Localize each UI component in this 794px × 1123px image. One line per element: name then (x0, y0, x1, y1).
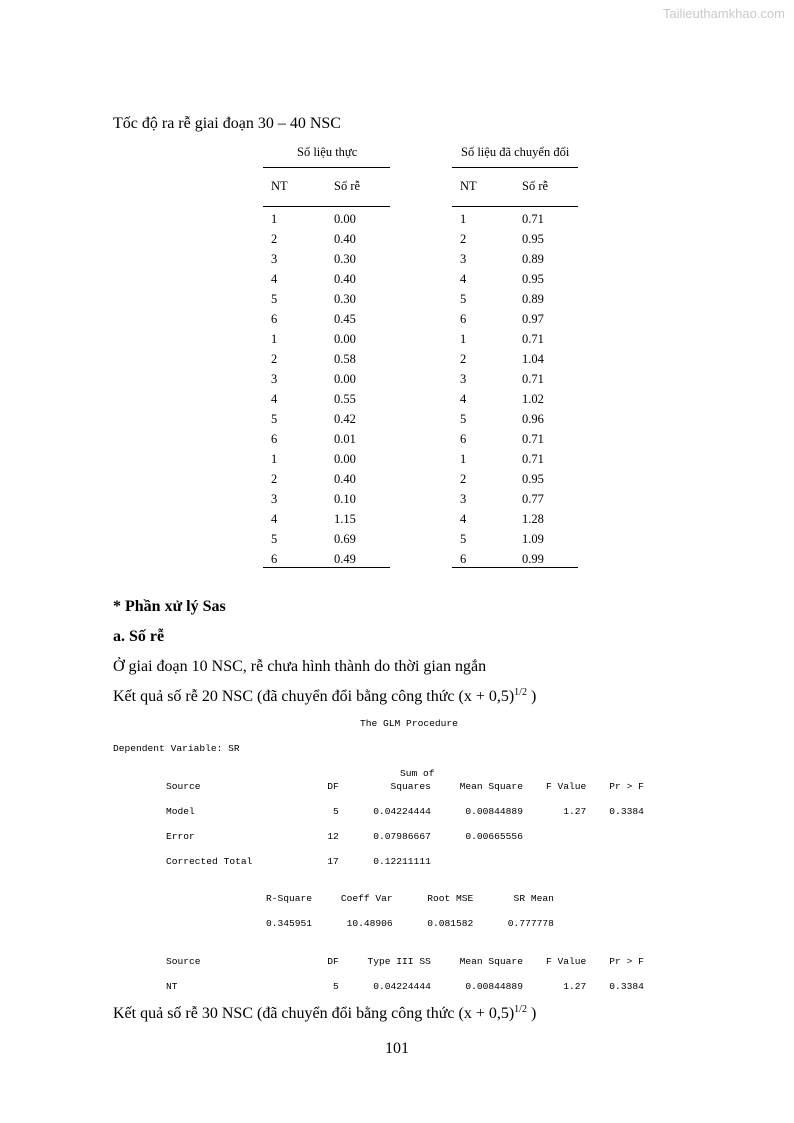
table-row (452, 372, 578, 392)
cell-nt: 6 (271, 432, 278, 446)
cell-so-re: 0.95 (522, 272, 544, 286)
table-row (263, 492, 389, 512)
cell-nt: 3 (460, 372, 467, 386)
table-row (263, 512, 389, 532)
superscript: 1/2 (514, 687, 527, 698)
sas-type3-header: Source DF Type III SS Mean Square F Value Pr > F (166, 956, 644, 967)
cell-so-re: 1.04 (522, 352, 544, 366)
cell-so-re: 0.99 (522, 552, 544, 566)
section-sas-title: * Phần xử lý Sas (113, 598, 226, 615)
cell-nt: 6 (271, 312, 278, 326)
cell-nt: 2 (460, 352, 467, 366)
table-rule (452, 567, 578, 568)
cell-nt: 6 (271, 552, 278, 566)
table-row (263, 452, 389, 472)
table-row (452, 232, 578, 252)
cell-so-re: 0.00 (334, 332, 356, 346)
cell-so-re: 0.58 (334, 352, 356, 366)
table-converted-data (452, 145, 580, 575)
cell-so-re: 0.30 (334, 252, 356, 266)
cell-nt: 5 (460, 532, 467, 546)
cell-so-re: 0.89 (522, 292, 544, 306)
table-row (452, 352, 578, 372)
paragraph-text: Kết quả số rễ 20 NSC (đã chuyển đổi bằng công thức (x + 0,5) (113, 688, 515, 705)
cell-so-re: 0.40 (334, 272, 356, 286)
cell-so-re: 0.71 (522, 452, 544, 466)
table-row (452, 272, 578, 292)
cell-nt: 6 (460, 432, 467, 446)
cell-nt: 1 (271, 452, 278, 466)
cell-so-re: 1.15 (334, 512, 356, 526)
sas-row-error: Error 12 0.07986667 0.00665556 (166, 831, 523, 842)
table-row (452, 552, 578, 572)
cell-nt: 4 (271, 392, 278, 406)
watermark: Tailieuthamkhao.com (662, 6, 785, 21)
paragraph: Ở giai đoạn 10 NSC, rễ chưa hình thành do thời gian ngắn (113, 658, 487, 675)
cell-so-re: 0.49 (334, 552, 356, 566)
table-row (263, 232, 389, 252)
cell-nt: 2 (271, 472, 278, 486)
table-row (263, 292, 389, 312)
cell-nt: 1 (271, 332, 278, 346)
table-row (263, 312, 389, 332)
cell-so-re: 0.69 (334, 532, 356, 546)
table-row (263, 392, 389, 412)
cell-so-re: 0.01 (334, 432, 356, 446)
sas-header-sum-of: Sum of (400, 768, 435, 779)
cell-nt: 6 (460, 552, 467, 566)
cell-nt: 1 (460, 452, 467, 466)
page-number: 101 (385, 1040, 409, 1057)
section-heading: Tốc độ ra rễ giai đoạn 30 – 40 NSC (113, 115, 341, 132)
table-row (452, 532, 578, 552)
cell-nt: 4 (460, 512, 467, 526)
cell-so-re: 0.96 (522, 412, 544, 426)
column-header-nt: NT (271, 179, 288, 193)
cell-so-re: 0.10 (334, 492, 356, 506)
cell-so-re: 0.97 (522, 312, 544, 326)
table-row (263, 432, 389, 452)
cell-so-re: 0.89 (522, 252, 544, 266)
sas-fit-values: 0.345951 10.48906 0.081582 0.777778 (266, 918, 554, 929)
table-caption: Số liệu đã chuyển đổi (461, 145, 570, 159)
cell-nt: 6 (460, 312, 467, 326)
cell-nt: 3 (460, 252, 467, 266)
sas-fit-header: R-Square Coeff Var Root MSE SR Mean (266, 893, 554, 904)
cell-nt: 5 (460, 412, 467, 426)
table-row (452, 472, 578, 492)
cell-nt: 5 (271, 412, 278, 426)
cell-so-re: 0.71 (522, 432, 544, 446)
paragraph-formula (113, 1005, 536, 1023)
table-row (452, 252, 578, 272)
table-row (263, 352, 389, 372)
cell-nt: 3 (271, 372, 278, 386)
sas-anova-header: Source DF Squares Mean Square F Value Pr > F (166, 781, 644, 792)
table-row (452, 312, 578, 332)
cell-so-re: 0.40 (334, 232, 356, 246)
paragraph-text: ) (530, 688, 537, 705)
cell-so-re: 0.42 (334, 412, 356, 426)
cell-nt: 1 (460, 332, 467, 346)
cell-so-re: 0.40 (334, 472, 356, 486)
table-row (452, 492, 578, 512)
column-header-so-re: Số rễ (334, 179, 361, 193)
cell-so-re: 0.77 (522, 492, 544, 506)
sas-procedure-title: The GLM Procedure (360, 718, 458, 729)
cell-nt: 5 (460, 292, 467, 306)
table-row (263, 272, 389, 292)
table-row (452, 452, 578, 472)
table-caption: Số liệu thực (297, 145, 358, 159)
table-row (452, 432, 578, 452)
sas-row-corrected-total: Corrected Total 17 0.12211111 (166, 856, 431, 867)
superscript: 1/2 (514, 1004, 527, 1015)
cell-nt: 2 (460, 472, 467, 486)
table-row (263, 412, 389, 432)
cell-so-re: 0.95 (522, 472, 544, 486)
cell-so-re: 0.71 (522, 332, 544, 346)
table-real-data (263, 145, 391, 575)
cell-nt: 2 (271, 352, 278, 366)
cell-nt: 4 (271, 512, 278, 526)
table-row (452, 212, 578, 232)
sas-row-nt: NT 5 0.04224444 0.00844889 1.27 0.3384 (166, 981, 644, 992)
cell-so-re: 1.28 (522, 512, 544, 526)
table-row (452, 392, 578, 412)
column-header-so-re: Số rễ (522, 179, 549, 193)
cell-so-re: 0.00 (334, 212, 356, 226)
cell-so-re: 0.45 (334, 312, 356, 326)
table-row (452, 512, 578, 532)
table-rule (263, 206, 390, 207)
cell-nt: 4 (271, 272, 278, 286)
paragraph-text: ) (530, 1005, 537, 1022)
cell-so-re: 0.30 (334, 292, 356, 306)
table-row (263, 532, 389, 552)
cell-nt: 5 (271, 292, 278, 306)
cell-nt: 3 (271, 492, 278, 506)
table-row (452, 332, 578, 352)
cell-so-re: 0.71 (522, 372, 544, 386)
sas-dependent-variable: Dependent Variable: SR (113, 743, 240, 754)
cell-nt: 3 (271, 252, 278, 266)
table-rule (263, 167, 390, 168)
table-row (452, 292, 578, 312)
cell-nt: 1 (271, 212, 278, 226)
table-row (263, 212, 389, 232)
paragraph-text: Kết quả số rễ 30 NSC (đã chuyển đổi bằng công thức (x + 0,5) (113, 1005, 515, 1022)
table-rule (452, 206, 578, 207)
cell-nt: 4 (460, 392, 467, 406)
cell-nt: 4 (460, 272, 467, 286)
table-row (263, 372, 389, 392)
table-row (452, 412, 578, 432)
cell-so-re: 1.09 (522, 532, 544, 546)
cell-nt: 2 (271, 232, 278, 246)
sas-row-model: Model 5 0.04224444 0.00844889 1.27 0.3384 (166, 806, 644, 817)
cell-nt: 2 (460, 232, 467, 246)
cell-so-re: 0.55 (334, 392, 356, 406)
cell-so-re: 0.95 (522, 232, 544, 246)
cell-so-re: 0.71 (522, 212, 544, 226)
cell-so-re: 0.00 (334, 452, 356, 466)
cell-nt: 3 (460, 492, 467, 506)
table-row (263, 332, 389, 352)
table-row (263, 472, 389, 492)
table-rule (263, 567, 390, 568)
paragraph-formula (113, 688, 536, 706)
cell-so-re: 0.00 (334, 372, 356, 386)
section-a-title: a. Số rễ (113, 628, 165, 645)
cell-nt: 5 (271, 532, 278, 546)
table-rule (452, 167, 578, 168)
cell-so-re: 1.02 (522, 392, 544, 406)
cell-nt: 1 (460, 212, 467, 226)
table-row (263, 252, 389, 272)
table-row (263, 552, 389, 572)
column-header-nt: NT (460, 179, 477, 193)
